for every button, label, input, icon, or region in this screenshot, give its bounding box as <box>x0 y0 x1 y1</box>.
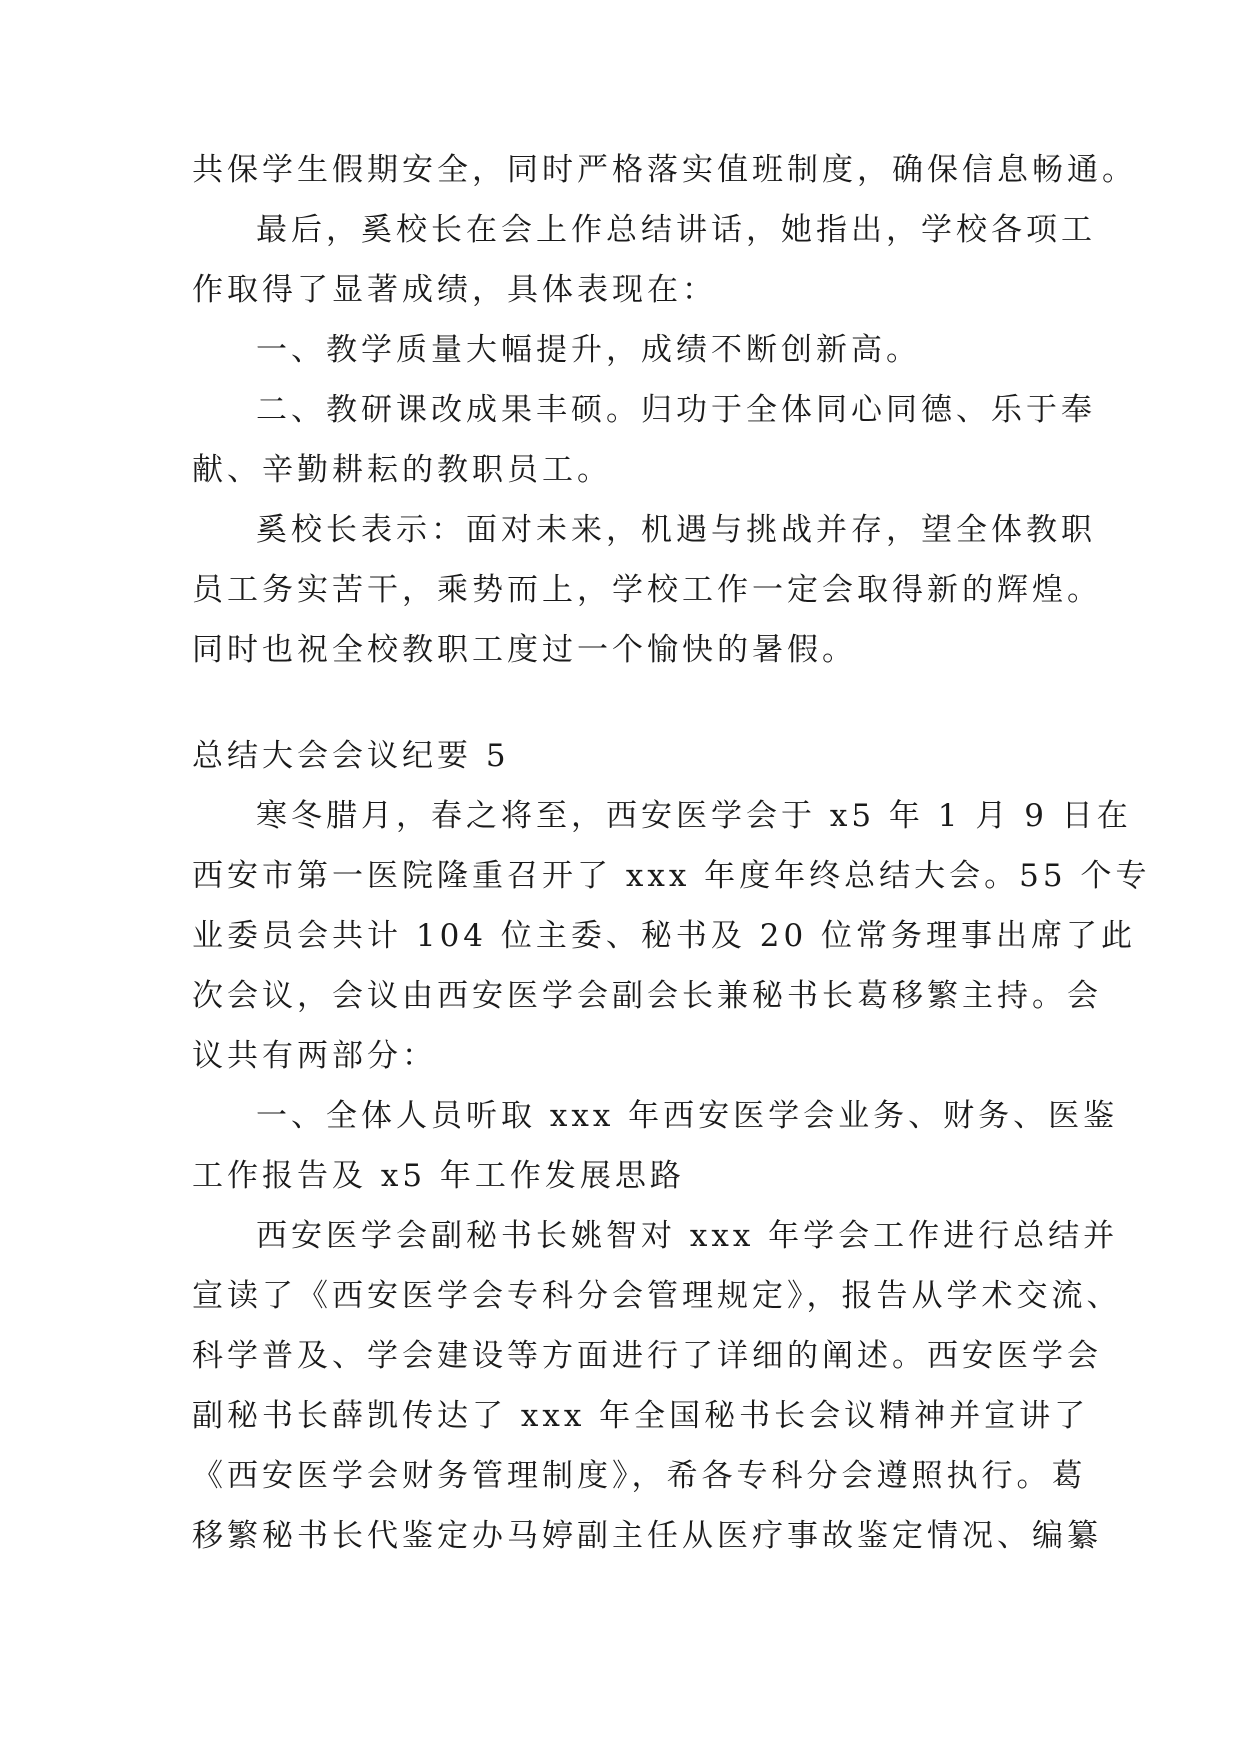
text-line: 奚校长表示：面对未来，机遇与挑战并存，望全体教职 <box>256 512 1096 548</box>
text-line: 西安医学会副秘书长姚智对 xxx 年学会工作进行总结并 <box>256 1218 1119 1254</box>
text-line: 同时也祝全校教职工度过一个愉快的暑假。 <box>192 632 857 668</box>
text-line: 一、全体人员听取 xxx 年西安医学会业务、财务、医鉴 <box>256 1098 1119 1134</box>
text-line: 二、教研课改成果丰硕。归功于全体同心同德、乐于奉 <box>256 392 1096 428</box>
text-line: 移繁秘书长代鉴定办马婷副主任从医疗事故鉴定情况、编纂 <box>192 1518 1102 1554</box>
text-line: 作取得了显著成绩，具体表现在： <box>192 272 717 308</box>
text-line: 《西安医学会财务管理制度》，希各专科分会遵照执行。葛 <box>192 1458 1087 1494</box>
text-line: 业委员会共计 104 位主委、秘书及 20 位常务理事出席了此 <box>192 918 1137 954</box>
text-line: 次会议，会议由西安医学会副会长兼秘书长葛移繁主持。会 <box>192 978 1102 1014</box>
text-line: 工作报告及 x5 年工作发展思路 <box>192 1158 685 1194</box>
text-line: 议共有两部分： <box>192 1038 437 1074</box>
text-line: 一、教学质量大幅提升，成绩不断创新高。 <box>256 332 921 368</box>
text-line: 西安市第一医院隆重召开了 xxx 年度年终总结大会。55 个专 <box>192 858 1151 894</box>
text-line: 共保学生假期安全，同时严格落实值班制度，确保信息畅通。 <box>192 152 1137 188</box>
text-line: 副秘书长薛凯传达了 xxx 年全国秘书长会议精神并宣讲了 <box>192 1398 1090 1434</box>
text-line: 宣读了《西安医学会专科分会管理规定》，报告从学术交流、 <box>192 1278 1122 1314</box>
text-line: 员工务实苦干，乘势而上，学校工作一定会取得新的辉煌。 <box>192 572 1102 608</box>
text-line: 献、辛勤耕耘的教职员工。 <box>192 452 612 488</box>
text-line: 最后，奚校长在会上作总结讲话，她指出，学校各项工 <box>256 212 1096 248</box>
section-heading: 总结大会会议纪要 5 <box>192 738 510 774</box>
text-line: 寒冬腊月，春之将至，西安医学会于 x5 年 1 月 9 日在 <box>256 798 1132 834</box>
text-line: 科学普及、学会建设等方面进行了详细的阐述。西安医学会 <box>192 1338 1102 1374</box>
